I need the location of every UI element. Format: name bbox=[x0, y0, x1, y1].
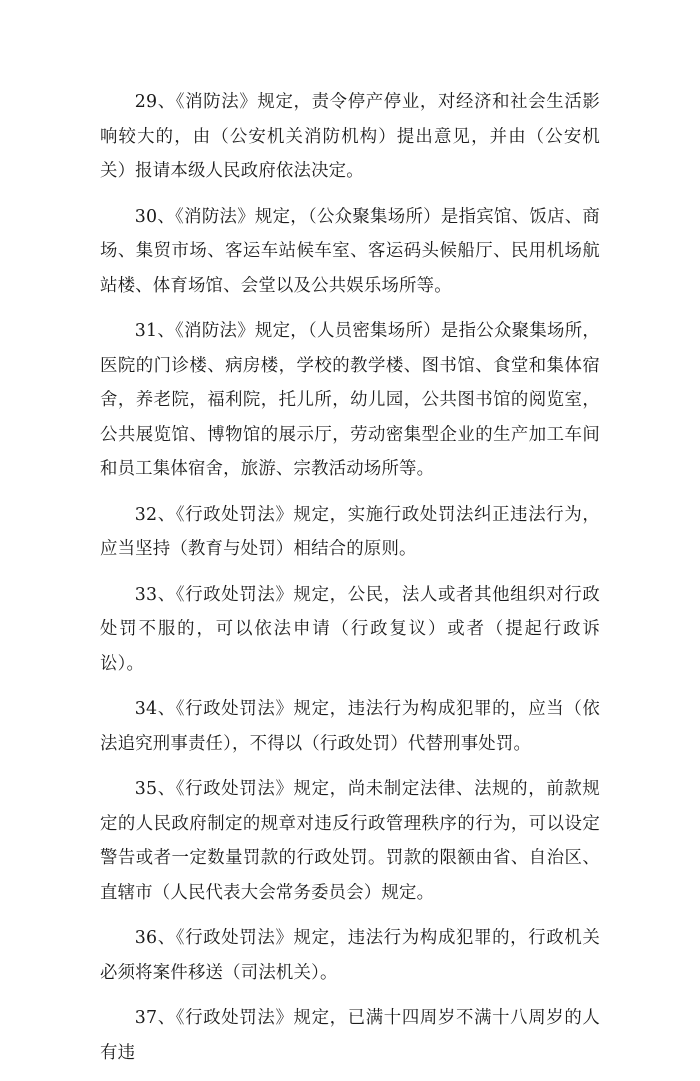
document-page bbox=[100, 85, 600, 1081]
paragraph-36: 36、《行政处罚法》规定，违法行为构成犯罪的，行政机关必须将案件移送（司法机关）。 bbox=[100, 928, 600, 983]
paragraph-31: 31、《消防法》规定，（人员密集场所）是指公众聚集场所，医院的门诊楼、病房楼，学校的教学楼、图书馆、食堂和集体宿舍，养老院，福利院，托儿所，幼儿园，公共图书馆的阅览室，公共展览馆、博物馆的展示厅，劳动密集型企业的生产加工车间和员工集体宿舍，旅游、宗教活动场所等。 bbox=[100, 321, 600, 479]
paragraph-34: 34、《行政处罚法》规定，违法行为构成犯罪的，应当（依法追究刑事责任），不得以（行政处罚）代替刑事处罚。 bbox=[100, 699, 600, 754]
paragraph-33: 33、《行政处罚法》规定，公民，法人或者其他组织对行政处罚不服的，可以依法申请（行政复议）或者（提起行政诉讼）。 bbox=[100, 584, 600, 674]
paragraph-30: 30、《消防法》规定，（公众聚集场所）是指宾馆、饭店、商场、集贸市场、客运车站候车室、客运码头候船厅、民用机场航站楼、体育场馆、会堂以及公共娱乐场所等。 bbox=[100, 206, 600, 296]
paragraph-29: 29、《消防法》规定，责令停产停业，对经济和社会生活影响较大的，由（公安机关消防机构）提出意见，并由（公安机关）报请本级人民政府依法决定。 bbox=[100, 92, 600, 181]
paragraph-32: 32、《行政处罚法》规定，实施行政处罚法纠正违法行为，应当坚持（教育与处罚）相结合的原则。 bbox=[100, 504, 600, 559]
paragraph-37: 37、《行政处罚法》规定，已满十四周岁不满十八周岁的人有违 bbox=[100, 1008, 600, 1063]
paragraph-35: 35、《行政处罚法》规定，尚未制定法律、法规的，前款规定的人民政府制定的规章对违反行政管理秩序的行为，可以设定警告或者一定数量罚款的行政处罚。罚款的限额由省、自治区、直辖市（人民代表大会常务委员会）规定。 bbox=[100, 779, 600, 903]
